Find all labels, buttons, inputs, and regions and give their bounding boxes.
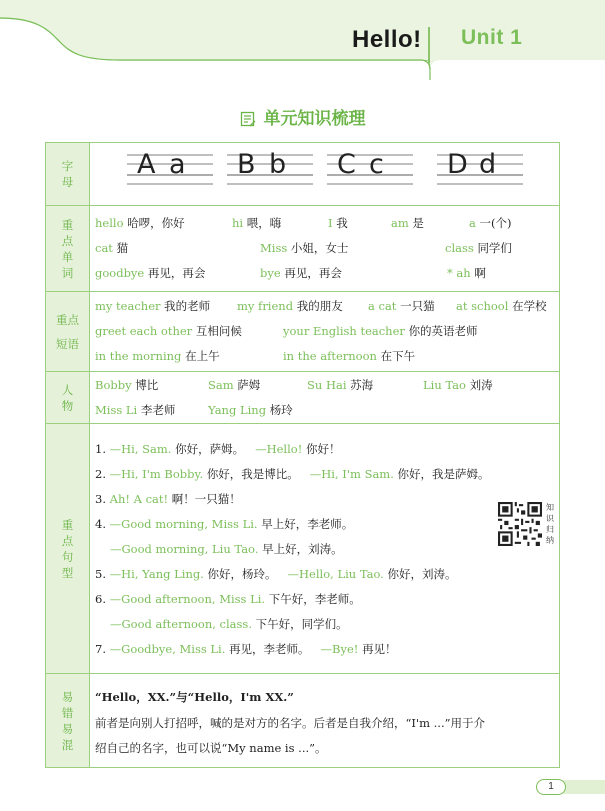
label-char: 型	[61, 565, 74, 580]
page-number: 1	[536, 779, 566, 795]
uppercase-letter: C	[337, 149, 356, 180]
phrase-entry: a cat 一只猫	[368, 299, 435, 313]
phrases-content	[90, 292, 559, 371]
person-entry: Su Hai 苏海	[307, 378, 374, 392]
word-entry: cat 猫	[95, 241, 129, 255]
label-char: 单	[61, 249, 74, 264]
label-char: 人	[61, 382, 74, 397]
person-entry: Liu Tao 刘涛	[423, 378, 493, 392]
label-char: 混	[61, 737, 74, 752]
sentence-line: 1. —Hi, Sam. 你好，萨姆。 —Hello! 你好！	[95, 442, 341, 456]
lowercase-letter: d	[479, 149, 497, 180]
letter-pair-bb	[227, 149, 313, 187]
lowercase-letter: c	[369, 149, 384, 180]
confusion-content	[90, 674, 559, 767]
notes-icon	[240, 111, 256, 132]
label-char: 易	[61, 721, 74, 736]
confusion-heading: “Hello，XX.”与“Hello，I'm XX.”	[95, 690, 294, 704]
lowercase-letter: b	[269, 149, 287, 180]
people-row	[46, 372, 559, 424]
label-char: 重	[61, 517, 74, 532]
qr-code[interactable]	[498, 502, 542, 546]
word-entry: I 我	[328, 216, 348, 230]
page-header	[0, 0, 605, 80]
section-title	[0, 104, 605, 132]
word-entry: a 一(个)	[469, 216, 512, 230]
person-entry: Bobby 博比	[95, 378, 159, 392]
lowercase-letter: a	[169, 149, 186, 180]
label-char: 点	[61, 233, 74, 248]
phrase-entry: in the afternoon 在下午	[283, 349, 416, 363]
row-label-letters	[46, 143, 90, 205]
phrase-entry: at school 在学校	[456, 299, 547, 313]
label-char: 短语	[56, 336, 79, 351]
label-char: 点	[61, 533, 74, 548]
sentence-line: 5. —Hi, Yang Ling. 你好，杨玲。 —Hello, Liu Tao. 你好，刘涛。	[95, 567, 457, 581]
knowledge-table	[45, 142, 560, 768]
row-label-phrases	[46, 292, 90, 371]
label-char: 字	[61, 159, 74, 173]
row-label-confusion	[46, 674, 90, 767]
person-entry: Sam 萨姆	[208, 378, 261, 392]
uppercase-letter: D	[447, 149, 468, 180]
title-divider	[428, 27, 430, 63]
phrase-entry: my teacher 我的老师	[95, 299, 211, 313]
footer-bar	[560, 780, 605, 794]
letters-row	[46, 143, 559, 206]
person-entry: Yang Ling 杨玲	[208, 403, 293, 417]
letter-pair-dd	[437, 149, 523, 187]
label-char: 母	[61, 175, 74, 189]
confusion-row	[46, 674, 559, 767]
sentence-line: 7. —Goodbye, Miss Li. 再见，李老师。 —Bye! 再见！	[95, 642, 397, 656]
sentence-line: —Good morning, Liu Tao. 早上好，刘涛。	[110, 542, 343, 556]
sentence-line: —Good afternoon, class. 下午好，同学们。	[110, 617, 348, 631]
word-entry: Miss 小姐，女士	[260, 241, 349, 255]
word-entry: goodbye 再见，再会	[95, 266, 206, 280]
row-label-words	[46, 206, 90, 291]
sentence-line: 2. —Hi, I'm Bobby. 你好，我是博比。 —Hi, I'm Sam. 你好，我是萨姆。	[95, 467, 490, 481]
phrase-entry: my friend 我的朋友	[237, 299, 343, 313]
uppercase-letter: A	[137, 149, 156, 180]
label-char: 物	[61, 398, 74, 413]
label-char: 重点	[56, 312, 79, 327]
person-entry: Miss Li 李老师	[95, 403, 176, 417]
phrase-entry: your English teacher 你的英语老师	[283, 324, 478, 338]
word-entry: * ah 啊	[447, 266, 486, 280]
word-entry: am 是	[391, 216, 424, 230]
unit-label: Unit 1	[461, 26, 523, 49]
section-title-text: 单元知识梳理	[263, 109, 366, 129]
qr-caption: 知 识 归 纳	[546, 503, 554, 545]
words-content	[90, 206, 559, 291]
phrase-entry: in the morning 在上午	[95, 349, 220, 363]
sentences-row	[46, 424, 559, 674]
uppercase-letter: B	[237, 149, 256, 180]
phrases-row	[46, 292, 559, 372]
letters-content	[90, 143, 559, 205]
sentence-line: 3. Ah! A cat! 啊！一只猫！	[95, 492, 241, 506]
word-entry: bye 再见，再会	[260, 266, 342, 280]
letter-pair-aa	[127, 149, 213, 187]
label-char: 易	[61, 689, 74, 704]
word-entry: hello 哈啰，你好	[95, 216, 185, 230]
word-entry: hi 喂，嗨	[232, 216, 282, 230]
confusion-text-line: 前者是向别人打招呼，喊的是对方的名字。后者是自我介绍，“I'm ...”用于介	[95, 716, 485, 730]
label-char: 重	[61, 217, 74, 232]
confusion-text-line: 绍自己的名字，也可以说“My name is ...”。	[95, 741, 327, 755]
words-row	[46, 206, 559, 292]
sentences-content	[90, 424, 559, 673]
row-label-sentences	[46, 424, 90, 673]
label-char: 词	[61, 265, 74, 280]
sentence-line: 4. —Good morning, Miss Li. 早上好，李老师。	[95, 517, 354, 531]
label-char: 错	[61, 705, 74, 720]
phrase-entry: greet each other 互相问候	[95, 324, 242, 338]
letter-pair-cc	[327, 149, 413, 187]
lesson-title: Hello!	[352, 26, 422, 53]
sentence-line: 6. —Good afternoon, Miss Li. 下午好，李老师。	[95, 592, 361, 606]
row-label-people	[46, 372, 90, 423]
label-char: 句	[61, 549, 74, 564]
people-content	[90, 372, 559, 423]
word-entry: class 同学们	[445, 241, 512, 255]
